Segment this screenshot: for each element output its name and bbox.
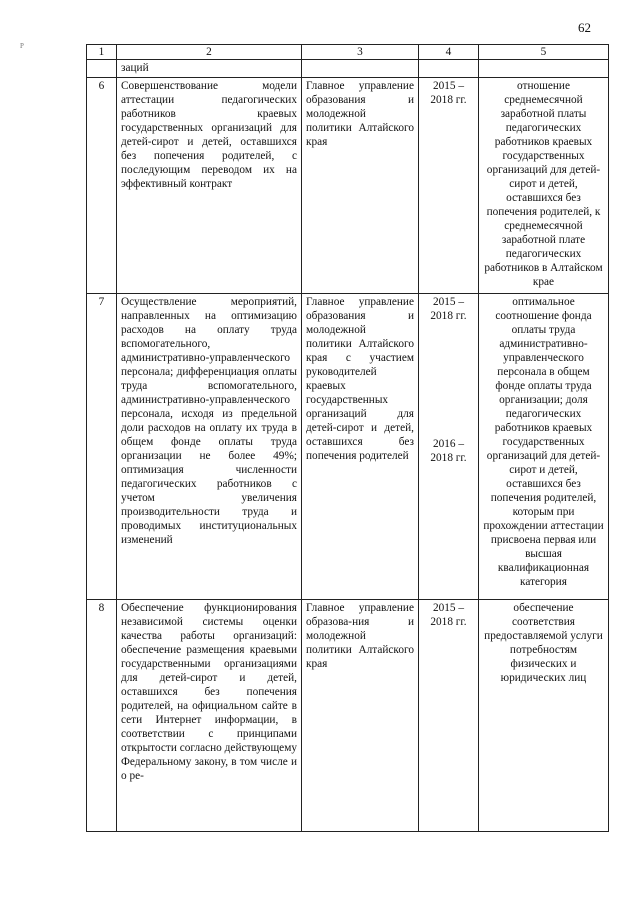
years2-end: 2018 гг.: [430, 452, 467, 464]
row-number: 8: [87, 600, 117, 832]
row-number: 6: [87, 78, 117, 294]
result-cell: отношение среднемесячной заработной платы педагогических работников краевых государственных организаций для детей-сирот и детей, оставшихся без попечения родителей, к среднемесячной заработной плате педагогических работников в Алтайском крае: [479, 78, 609, 294]
header-cell: 4: [419, 45, 479, 60]
measure-cell: Осуществление мероприятий, направленных на оптимизацию расходов на оплату труда вспомогательного, административно-управленческого персонала; дифференциация оплаты труда вспомогательного, административно-управленческого персонала, исходя из предельной доли расходов на оплату их труда в общем фонде оплаты труда организации не более 49%; оптимизация численности педагогических работников с учетом увеличения производительности труда и проводимых институциональных изменений: [117, 294, 302, 600]
header-cell: 1: [87, 45, 117, 60]
years-end: 2018 гг.: [430, 310, 467, 322]
continuation-row: [87, 60, 609, 78]
measure-cell: заций: [117, 60, 302, 78]
row-number: 7: [87, 294, 117, 600]
header-cell: 5: [479, 45, 609, 60]
responsible-cell: Главное управление образования и молодежной политики Алтайского края с участием руководителей краевых государственных организаций для детей-сирот и детей, оставшихся без попечения родителей: [302, 294, 419, 600]
table-row: [87, 294, 609, 600]
row-number: [87, 60, 117, 78]
years-end: 2018 гг.: [430, 616, 467, 628]
header-cell: 3: [302, 45, 419, 60]
years-gap: [423, 323, 474, 437]
responsible-cell: Главное управление образования и молодежной политики Алтайского края: [302, 78, 419, 294]
table-row: [87, 600, 609, 832]
result-cell: [479, 60, 609, 78]
table-row: [87, 78, 609, 294]
years2-start: 2016 –: [432, 438, 465, 450]
responsible-cell: [302, 60, 419, 78]
years-cell: [419, 60, 479, 78]
years-cell: [419, 294, 479, 600]
years-cell: [419, 600, 479, 832]
measure-cell: Обеспечение функционирования независимой системы оценки качества работы организаций: обеспечение размещения краевыми государственными организациями для детей-сирот и детей, оставшихся без попечения родителей, на официальном сайте в сети Интернет информации, в соответствии с принципами открытости согласно действующему Федеральному закону, в том числе и о ре-: [117, 600, 302, 832]
years-end: 2018 гг.: [430, 94, 467, 106]
years-cell: [419, 78, 479, 294]
header-row: [87, 45, 609, 60]
measure-cell: Совершенствование модели аттестации педагогических работников краевых государственных организаций для детей-сирот и детей, оставшихся без попечения родителей, с последующим переводом их на эффективный контракт: [117, 78, 302, 294]
margin-mark: Р: [20, 42, 24, 50]
responsible-cell: Главное управление образова-ния и молодежной политики Алтайского края: [302, 600, 419, 832]
page-number: 62: [578, 20, 591, 35]
result-cell: оптимальное соотношение фонда оплаты труда административно-управленческого персонала в общем фонде оплаты труда организации; доля педагогических работников краевых государственных организаций для детей-сирот и детей, оставшихся без попечения родителей, которым при прохождении аттестации присвоена первая или высшая квалификационная категория: [479, 294, 609, 600]
result-cell: обеспечение соответствия предоставляемой услуги потребностям физических и юридических лиц: [479, 600, 609, 832]
measures-table: [86, 44, 609, 832]
years-start: 2015 –: [432, 602, 465, 614]
header-cell: 2: [117, 45, 302, 60]
years-start: 2015 –: [432, 80, 465, 92]
years-start: 2015 –: [432, 296, 465, 308]
